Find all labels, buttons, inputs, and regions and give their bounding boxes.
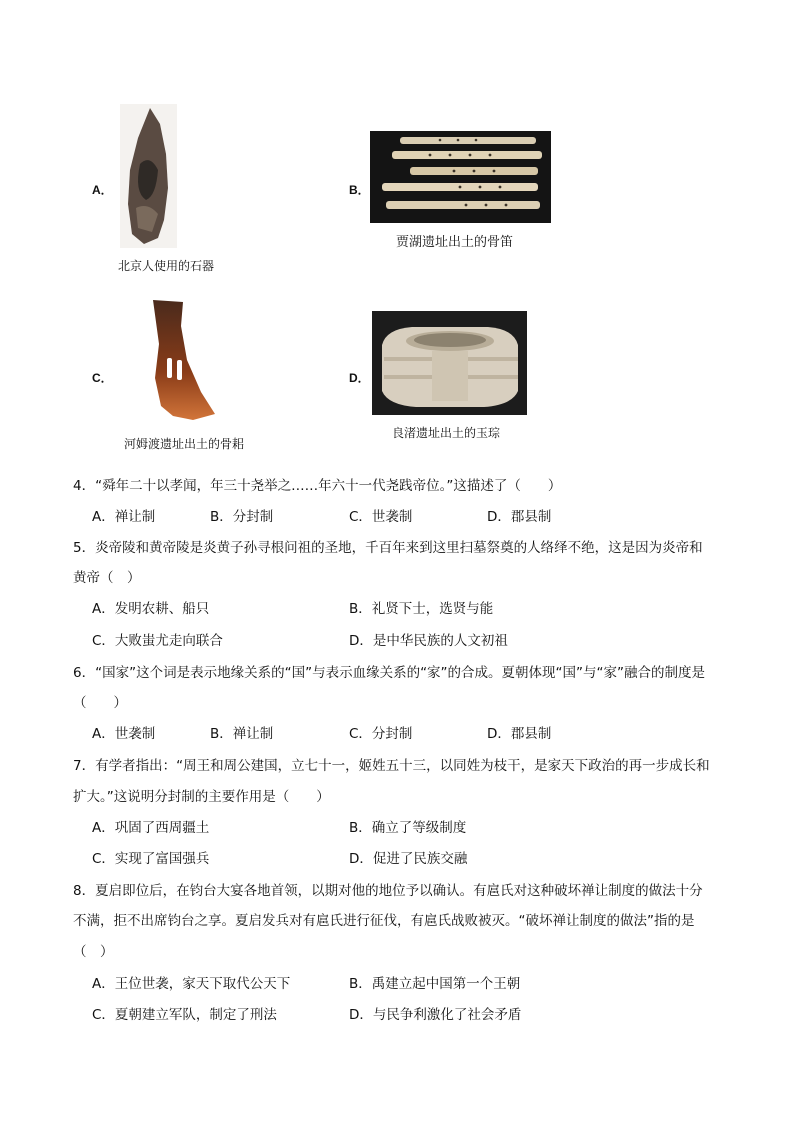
question-5-option-b: B．礼贤下士，选贤与能 [349,601,494,617]
figure-c-caption: 河姆渡遗址出土的骨耜 [124,437,245,451]
question-8-option-b: B．禹建立起中国第一个王朝 [349,976,521,992]
figure-d-caption: 良渚遗址出土的玉琮 [392,426,501,440]
question-6-option-c: C．分封制 [349,726,413,742]
option-b-label: B． [349,183,370,197]
stone-tool-image [120,104,177,248]
option-c-label: C． [92,371,113,385]
bone-flute-image [370,131,551,223]
jade-cong-image [372,311,527,415]
question-6-option-d: D．郡县制 [487,726,552,742]
question-5-option-a: A．发明农耕、船只 [92,601,210,617]
question-6-option-a: A．世袭制 [92,726,156,742]
question-4-option-b: B．分封制 [210,509,274,525]
option-d-label: D． [349,371,370,385]
question-4-option-a: A．禅让制 [92,509,156,525]
figure-b-caption: 贾湖遗址出土的骨笛 [396,235,514,250]
bone-spade-image [143,298,219,422]
question-8-stem-line-1: 8．夏启即位后，在钧台大宴各地首领，以期对他的地位予以确认。有扈氏对这种破坏禅让制度的做法十分 [73,883,703,899]
question-5-option-c: C．大败蚩尤走向联合 [92,633,223,649]
question-7-option-c: C．实现了富国强兵 [92,851,210,867]
question-8-stem-line-3: （ ） [73,944,114,960]
question-4-option-d: D．郡县制 [487,509,552,525]
question-7-option-d: D．促进了民族交融 [349,851,468,867]
question-5-stem-line-1: 5．炎帝陵和黄帝陵是炎黄子孙寻根问祖的圣地，千百年来到这里扫墓祭奠的人络绎不绝，这是因为炎帝和 [73,540,703,556]
question-6-stem-line-1: 6．“国家”这个词是表示地缘关系的“国”与表示血缘关系的“家”的合成。夏朝体现“国”与“家”融合的制度是 [73,665,706,681]
question-6-stem-line-2: （ ） [73,695,127,711]
question-8-stem-line-2: 不满，拒不出席钧台之享。夏启发兵对有扈氏进行征伐，有扈氏战败被灭。“破坏禅让制度的做法”指的是 [73,913,695,929]
question-4-option-c: C．世袭制 [349,509,413,525]
question-7-stem-line-1: 7．有学者指出：“周王和周公建国，立七十一，姬姓五十三，以同姓为枝干，是家天下政治的再一步成长和 [73,758,710,774]
question-7-stem-line-2: 扩大。”这说明分封制的主要作用是（ ） [73,789,330,805]
question-7-option-a: A．巩固了西周疆土 [92,820,210,836]
question-5-option-d: D．是中华民族的人文初祖 [349,633,508,649]
figure-a-caption: 北京人使用的石器 [118,259,215,273]
question-8-option-a: A．王位世袭，家天下取代公天下 [92,976,291,992]
question-5-stem-line-2: 黄帝（ ） [73,570,141,586]
question-8-option-d: D．与民争利激化了社会矛盾 [349,1007,522,1023]
question-6-option-b: B．禅让制 [210,726,274,742]
question-8-option-c: C．夏朝建立军队，制定了刑法 [92,1007,277,1023]
option-a-label: A． [92,183,113,197]
question-4-stem: 4．“舜年二十以孝闻，年三十尧举之……年六十一代尧践帝位。”这描述了（ ） [73,478,562,494]
question-7-option-b: B．确立了等级制度 [349,820,467,836]
